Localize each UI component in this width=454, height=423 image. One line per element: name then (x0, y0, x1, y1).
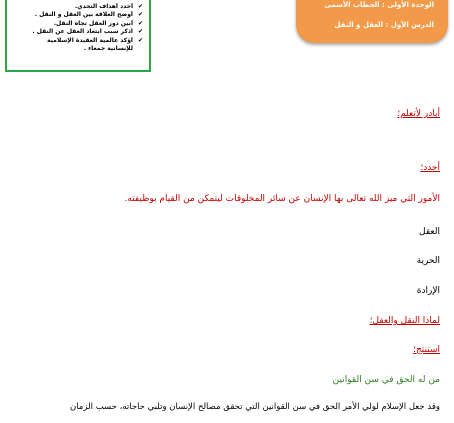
item-freedom: الحرية (416, 256, 440, 266)
conclude-text: وقد جعل الإسلام لولي الأمر الحق في سن القوانين التي تحقق مصالح الإنسان وتلبي حاجاته، حسب الزمان (69, 402, 440, 412)
question-heading: لماذا النقل والعقل؛ (369, 316, 440, 326)
objective-continuation: للإنسانية جمعاء . (83, 45, 133, 53)
item-will: الإرادة (416, 286, 440, 296)
objective-item: ✔ اذكر سبب ابتعاد العقل عن النقل . (32, 28, 143, 36)
objective-item: ✔ أوضح العلاقة بين العقل و النقل . (34, 11, 143, 19)
check-arrow-icon: ✔ (137, 19, 143, 27)
heading-conclude: استنتج؛ (413, 345, 440, 355)
objectives-list (11, 3, 143, 45)
check-arrow-icon: ✔ (137, 36, 143, 44)
conclude-subheading: من له الحق في سن القوانين (332, 375, 440, 385)
heading-learn: أبادر لأتعلم؛ (397, 109, 440, 119)
check-arrow-icon: ✔ (137, 3, 143, 10)
objectives-box (5, 0, 151, 72)
objective-item: ✔ أحدد أهداف التحدي. (74, 3, 143, 10)
unit-title: الوحدة الأولى : الخطاب الأسمى (324, 1, 434, 9)
check-arrow-icon: ✔ (137, 28, 143, 36)
check-arrow-icon: ✔ (137, 11, 143, 19)
objective-item: ✔ أؤكد عالمية العقيدة الإسلامية (47, 36, 143, 44)
item-mind: العقل (419, 227, 440, 237)
objective-item: ✔ أبين دور العقل تجاه النقل. (53, 19, 143, 27)
define-text: الأمور التي ميز الله تعالى بها الإنسان عن سائر المخلوقات ليتمكن من القيام بوظيفته. (124, 194, 440, 204)
lesson-title: الدرس الأول : العقل و النقل (334, 21, 434, 29)
heading-define: أحدد؛ (420, 163, 440, 173)
unit-lesson-badge (296, 0, 448, 43)
